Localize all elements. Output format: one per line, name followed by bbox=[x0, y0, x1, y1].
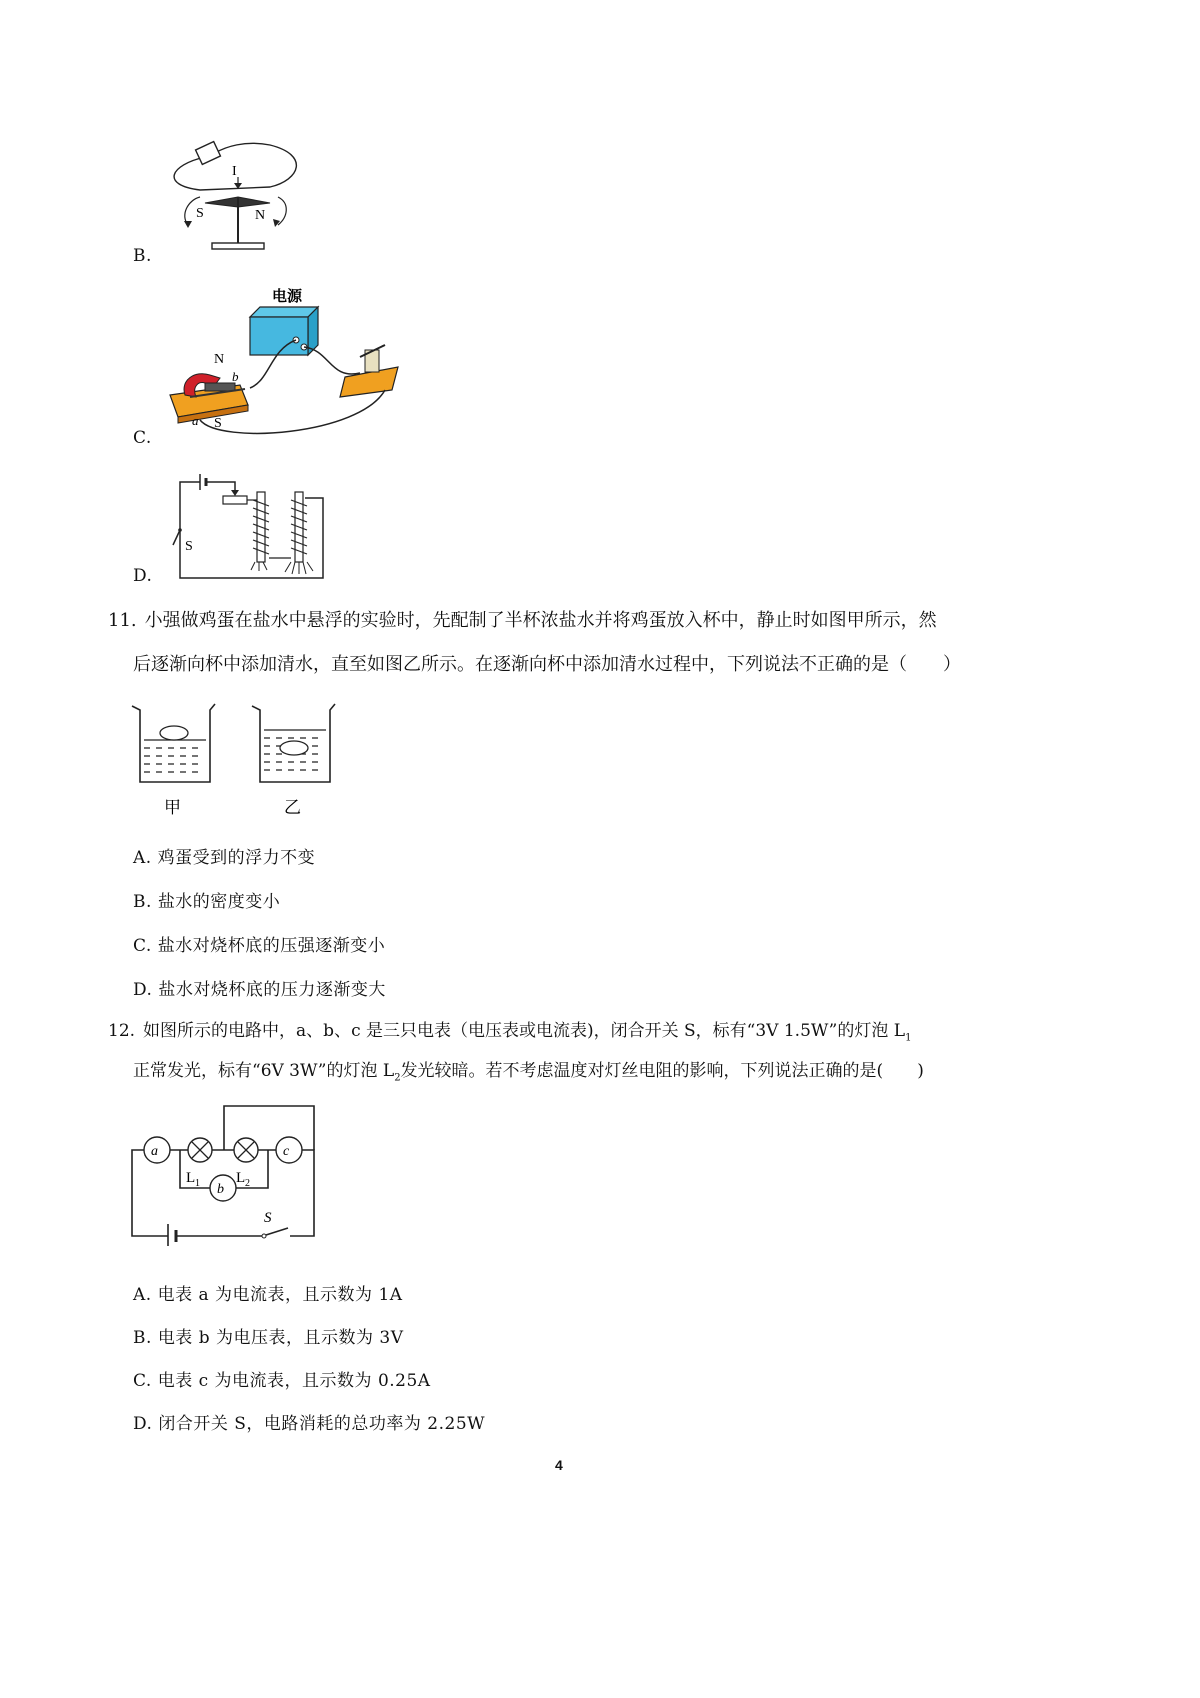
svg-text:b: b bbox=[232, 369, 239, 384]
svg-text:L: L bbox=[186, 1170, 196, 1186]
q12-stem-line1: 12. 如图所示的电路中，a、b、c 是三只电表（电压表或电流表)，闭合开关 S，标有“3V 1.5W”的灯泡 $L_1$ bbox=[108, 1021, 912, 1044]
q11-option-a: A. 鸡蛋受到的浮力不变 bbox=[133, 848, 316, 868]
label-yi: 乙 bbox=[284, 798, 301, 818]
figure-meter-circuit bbox=[128, 1100, 328, 1250]
figure-electromagnet-circuit bbox=[165, 470, 330, 585]
svg-text:I: I bbox=[232, 164, 237, 179]
q11-option-b: B. 盐水的密度变小 bbox=[133, 892, 281, 912]
q12-option-a: A. 电表 a 为电流表，且示数为 1A bbox=[133, 1285, 403, 1305]
q10-option-d-letter: D. bbox=[133, 566, 153, 586]
svg-text:b: b bbox=[217, 1182, 224, 1197]
q12-stem-line2: 正常发光，标有“6V 3W”的灯泡 $L_2$发光较暗。若不考虑温度对灯丝电阻的影响，下列说法正确的是( ) bbox=[133, 1061, 924, 1084]
page-number: 4 bbox=[555, 1457, 563, 1473]
figure-oersted bbox=[160, 135, 310, 270]
svg-text:L: L bbox=[236, 1170, 246, 1186]
svg-text:1: 1 bbox=[195, 1178, 200, 1189]
q12-number: 12. bbox=[108, 1021, 136, 1041]
figure-motor-experiment bbox=[160, 285, 410, 445]
q11-option-c: C. 盐水对烧杯底的压强逐渐变小 bbox=[133, 936, 386, 956]
q11-number: 11. bbox=[108, 610, 137, 631]
q11-option-d: D. 盐水对烧杯底的压力逐渐变大 bbox=[133, 980, 386, 1000]
q11-stem-line1: 11. 小强做鸡蛋在盐水中悬浮的实验时，先配制了半杯浓盐水并将鸡蛋放入杯中，静止时如图甲所示，然 bbox=[108, 610, 937, 631]
q10-option-b-letter: B. bbox=[133, 246, 152, 266]
svg-text:S: S bbox=[196, 206, 204, 221]
svg-text:S: S bbox=[185, 539, 193, 554]
q12-option-d: D. 闭合开关 S，电路消耗的总功率为 2.25W bbox=[133, 1414, 486, 1434]
svg-text:c: c bbox=[283, 1144, 290, 1159]
svg-text:2: 2 bbox=[245, 1178, 250, 1189]
svg-text:S: S bbox=[264, 1210, 272, 1226]
svg-text:N: N bbox=[214, 352, 225, 367]
q10-option-c-letter: C. bbox=[133, 428, 152, 448]
power-source-label: 电源 bbox=[272, 288, 303, 305]
q12-option-c: C. 电表 c 为电流表，且示数为 0.25A bbox=[133, 1371, 431, 1391]
svg-text:N: N bbox=[255, 208, 266, 223]
q12-option-b: B. 电表 b 为电压表，且示数为 3V bbox=[133, 1328, 404, 1348]
label-jia: 甲 bbox=[164, 798, 181, 818]
svg-text:a: a bbox=[151, 1144, 158, 1159]
svg-text:a: a bbox=[192, 413, 199, 428]
q11-stem-line2: 后逐渐向杯中添加清水，直至如图乙所示。在逐渐向杯中添加清水过程中，下列说法不正确的是（ ） bbox=[133, 654, 961, 675]
figure-beakers bbox=[130, 700, 360, 825]
svg-text:S: S bbox=[214, 416, 222, 431]
